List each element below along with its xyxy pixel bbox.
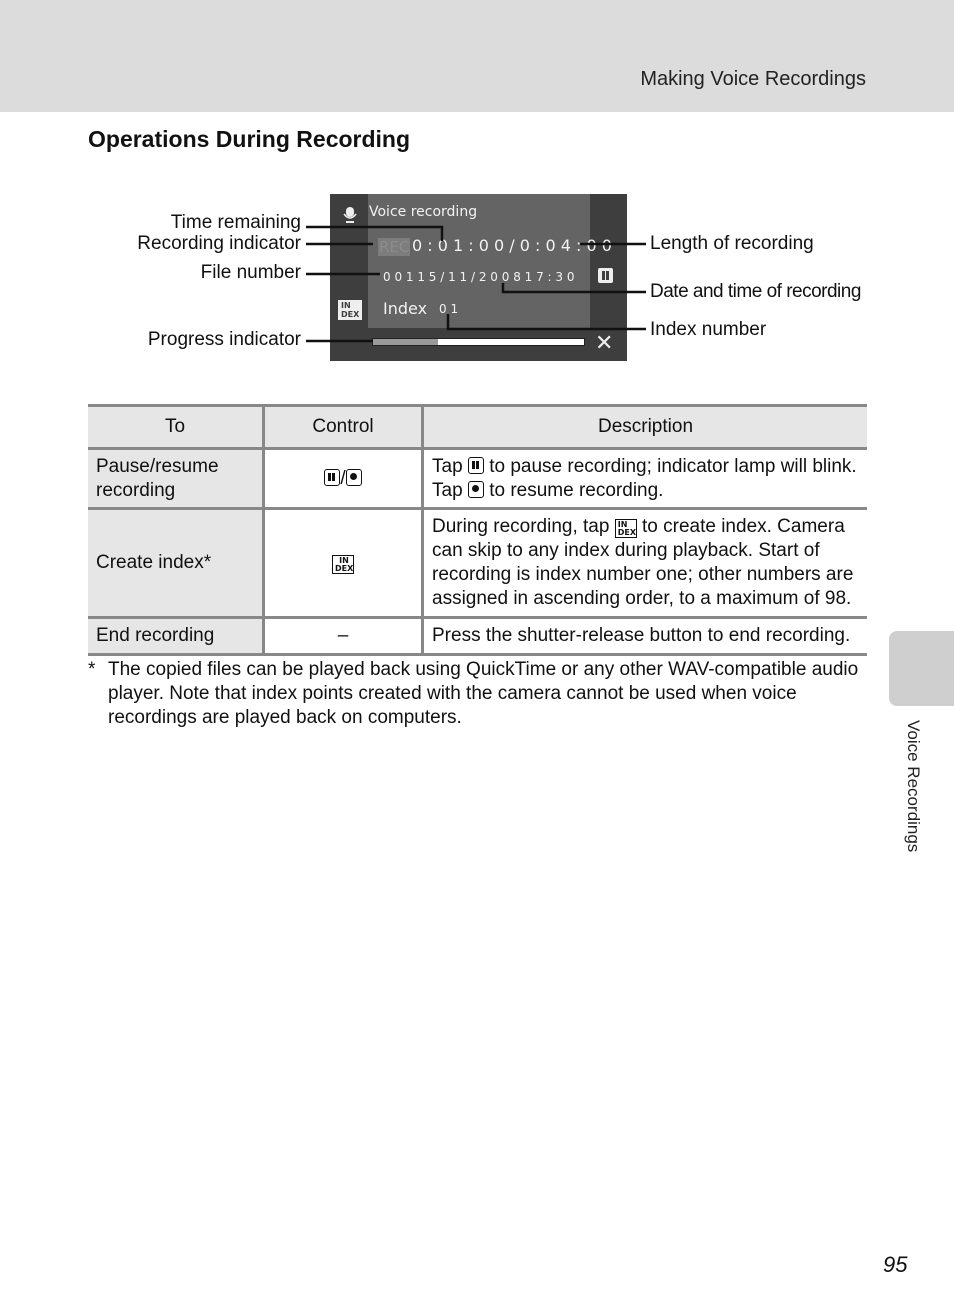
chapter-tab bbox=[889, 631, 954, 706]
callout-index-number: Index number bbox=[650, 319, 767, 340]
table-header-row bbox=[88, 406, 867, 449]
row-control bbox=[264, 509, 423, 618]
table-row bbox=[88, 618, 867, 655]
footnote-text: The copied files can be played back using QuickTime or any other WAV-compatible audio player. Note that index points created with the camera cannot be used when voice recordings are played back on computers. bbox=[108, 659, 859, 728]
control-separator: / bbox=[340, 467, 346, 489]
row-action: Create index* bbox=[88, 509, 264, 618]
callout-date-time: Date and time of recording bbox=[650, 281, 861, 302]
row-description bbox=[423, 449, 868, 509]
callout-time-remaining: Time remaining bbox=[170, 212, 301, 233]
row-description: Press the shutter-release button to end recording. bbox=[423, 618, 868, 655]
row-control: – bbox=[264, 618, 423, 655]
callout-progress-indicator: Progress indicator bbox=[147, 329, 301, 350]
table-row bbox=[88, 509, 867, 618]
column-header: Control bbox=[264, 406, 423, 449]
table-row bbox=[88, 449, 867, 509]
pause-icon bbox=[324, 469, 340, 486]
row-control bbox=[264, 449, 423, 509]
page-number: 95 bbox=[883, 1252, 908, 1277]
description-text: During recording, tap bbox=[432, 516, 615, 537]
operations-table bbox=[88, 404, 867, 656]
pause-icon bbox=[468, 457, 484, 474]
index-icon: IN DEX bbox=[332, 555, 354, 574]
column-header: To bbox=[88, 406, 264, 449]
index-label: Index bbox=[383, 299, 428, 318]
section-title: Operations During Recording bbox=[88, 126, 411, 152]
row-action: Pause/resume recording bbox=[88, 449, 264, 509]
chapter-tab-label: Voice Recordings bbox=[904, 720, 923, 853]
callout-leader-lines bbox=[0, 0, 954, 400]
callout-recording-indicator: Recording indicator bbox=[137, 233, 301, 254]
chapter-title: Making Voice Recordings bbox=[640, 68, 866, 90]
row-description bbox=[423, 509, 868, 618]
index-icon[interactable]: IN DEX bbox=[338, 300, 362, 320]
row-action: End recording bbox=[88, 618, 264, 655]
footnote-mark: * bbox=[88, 659, 96, 680]
record-icon bbox=[346, 469, 362, 486]
record-icon bbox=[468, 481, 484, 498]
description-text: to pause recording; indicator lamp will blink. Tap bbox=[432, 455, 857, 501]
time-readout: 0 : 0 1 : 0 0 / 0 : 0 4 : 0 0 bbox=[412, 236, 612, 255]
recording-indicator: REC bbox=[379, 238, 410, 256]
close-icon[interactable]: ✕ bbox=[595, 331, 614, 356]
index-icon: IN DEX bbox=[615, 519, 637, 538]
description-text: to create index. Camera can skip to any index during playback. Start of recording is index number one; other numbers are assigned in ascending order, to a maximum of 98. bbox=[432, 516, 854, 609]
screen-title: Voice recording bbox=[369, 204, 478, 220]
footnote bbox=[88, 658, 868, 730]
index-number: 0 1 bbox=[439, 302, 459, 316]
callout-length-of-recording: Length of recording bbox=[650, 233, 814, 254]
column-header: Description bbox=[423, 406, 868, 449]
description-text: to resume recording. bbox=[483, 479, 664, 501]
callout-file-number: File number bbox=[200, 262, 301, 283]
file-date-readout: 0 0 1 1 5 / 1 1 / 2 0 0 8 1 7 : 3 0 bbox=[383, 270, 575, 284]
description-text: Tap bbox=[432, 455, 468, 477]
